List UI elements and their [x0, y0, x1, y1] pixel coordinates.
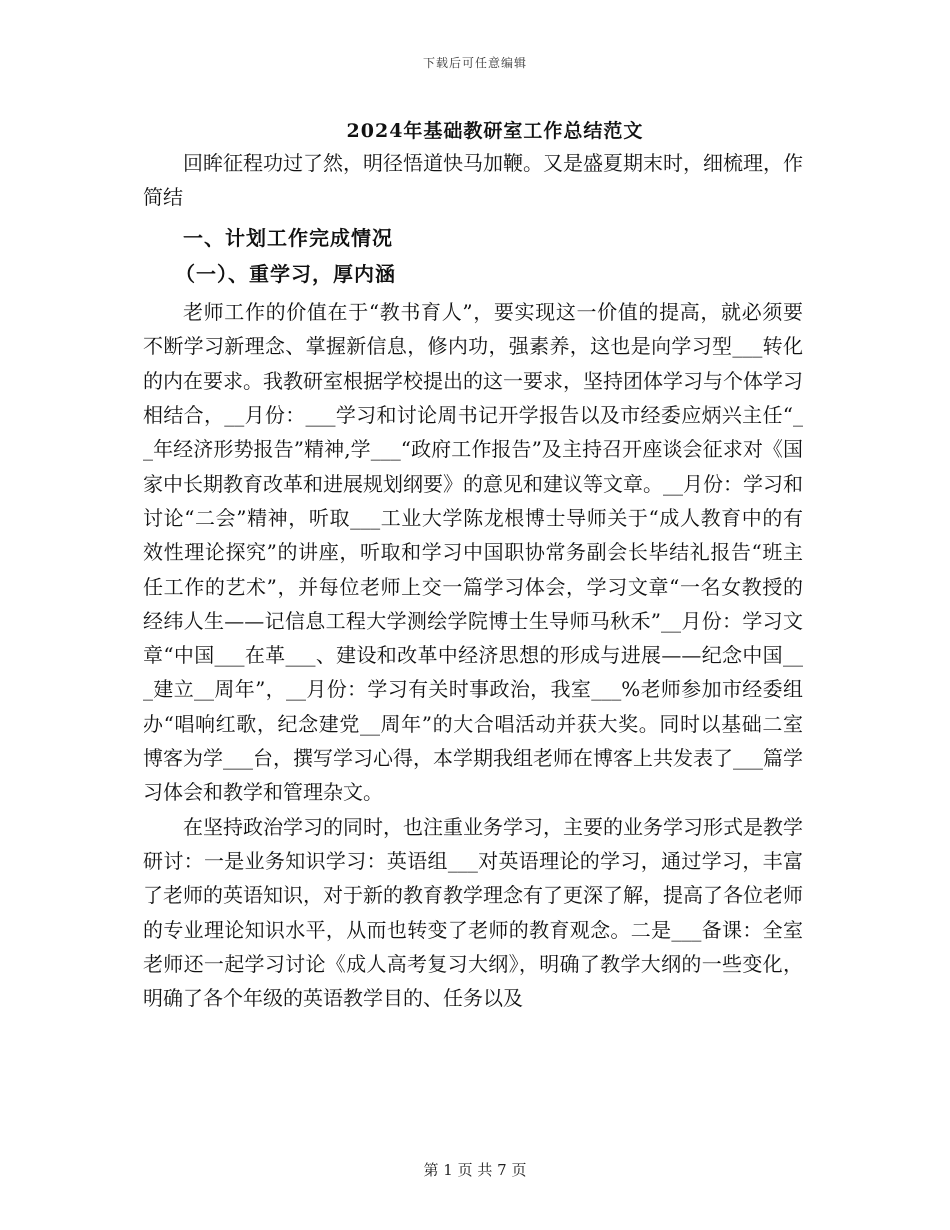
document-title: 2024年基础教研室工作总结范文 [346, 120, 644, 142]
subsection-heading: （一）、重学习，厚内涵 [175, 261, 396, 286]
section-heading: 一、计划工作完成情况 [183, 225, 393, 250]
body-paragraph-1: 老师工作的价值在于“教书育人”，要实现这一价值的提高，就必须要不断学习新理念、掌握新信息，修内功，强素养，这也是向学习型___转化的内在要求。我教研室根据学校提出的这一要求，坚持团体学习与个体学习相结合，__月份：___学习和讨论周书记开学报告以及市经委应炳兴主任“__年经济形势报告”精神,学___“政府工作报告”及主持召开座谈会征求对《国家中长期教育改革和进展规划纲要》的意见和建议等文章。__月份：学习和讨论“二会”精神，听取___工业大学陈龙根博士导师关于“成人教育中的有效性理论探究”的讲座，听取和学习中国职协常务副会长毕结礼报告“班主任工作的艺术”，并每位老师上交一篇学习体会，学习文章“一名女教授的经纬人生——记信息工程大学测绘学院博士生导师马秋禾”__月份：学习文章“中国___在革___、建设和改革中经济思想的形成与进展——纪念中国___建立__周年”，__月份：学习有关时事政治，我室___%老师参加市经委组办“唱响红歌，纪念建党__周年”的大合唱活动并获大奖。同时以基础二室博客为学___台，撰写学习心得，本学期我组老师在博客上共发表了___篇学习体会和教学和管理杂文。 [143, 300, 803, 805]
page-number-footer: 第 1 页 共 7 页 [423, 1161, 527, 1179]
body-paragraph-2: 在坚持政治学习的同时，也注重业务学习，主要的业务学习形式是教学研讨：一是业务知识学习：英语组___对英语理论的学习，通过学习，丰富了老师的英语知识，对于新的教育教学理念有了更深了解，提高了各位老师的专业理论知识水平，从而也转变了老师的教育观念。二是___备课：全室老师还一起学习讨论《成人高考复习大纲》，明确了教学大纲的一些变化，明确了各个年级的英语教学目的、任务以及 [143, 814, 803, 1011]
page-header-note: 下载后可任意编辑 [422, 56, 527, 70]
document-body [143, 146, 803, 1015]
intro-paragraph: 回眸征程功过了然，明径悟道快马加鞭。又是盛夏期末时，细梳理，作简结 [143, 151, 803, 210]
